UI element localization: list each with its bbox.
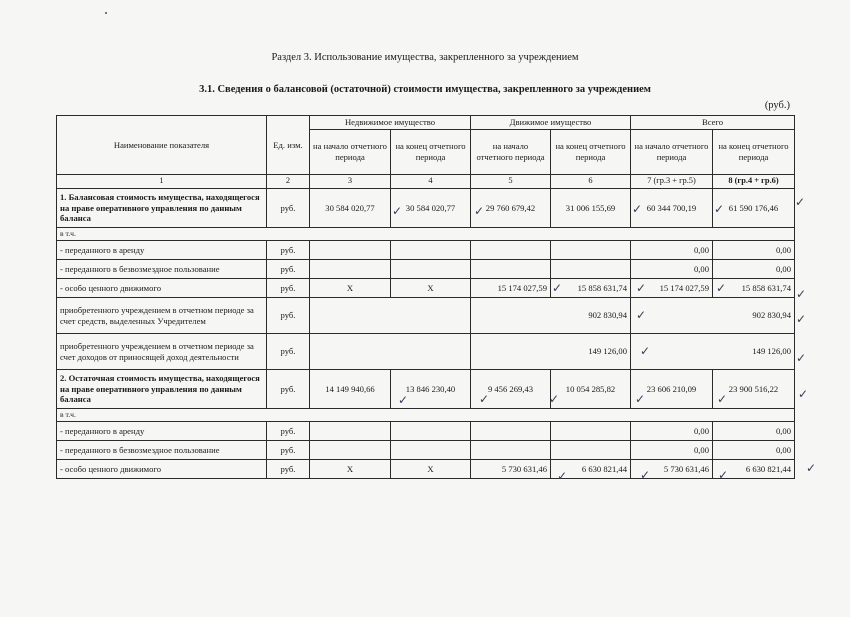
- row-name: - особо ценного движимого: [57, 279, 267, 298]
- cell-mv-start: 15 174 027,59: [471, 279, 551, 298]
- header-tot-start: на начало отчетного периода: [631, 130, 713, 175]
- header-row-groups: [57, 116, 795, 130]
- cell-re-start: [310, 422, 391, 441]
- cell-re-end: [391, 422, 471, 441]
- row-name: - переданного в аренду: [57, 422, 267, 441]
- cell-re-start: [310, 241, 391, 260]
- cell-tot-end: 0,00: [713, 422, 795, 441]
- check-mark-icon: ✓: [798, 387, 809, 401]
- check-mark-icon: ✓: [796, 312, 807, 326]
- header-total: Всего: [631, 116, 795, 130]
- cell-re-start: X: [310, 279, 391, 298]
- column-number: 5: [471, 175, 551, 189]
- cell-mv-end: [551, 260, 631, 279]
- row-unit: руб.: [267, 370, 310, 409]
- cell-tot-end: 0,00: [713, 441, 795, 460]
- row-unit: руб.: [267, 260, 310, 279]
- scan-speck: [105, 12, 107, 14]
- row-name: приобретенного учреждением в отчетном периоде за счет доходов от приносящей доход деятельности: [57, 334, 267, 370]
- cell-mv-end: [551, 241, 631, 260]
- column-number: 4: [391, 175, 471, 189]
- row-unit: руб.: [267, 334, 310, 370]
- check-mark-icon: ✓: [549, 392, 560, 406]
- check-mark-icon: ✓: [474, 204, 485, 218]
- cell-re-start: 30 584 020,77: [310, 189, 391, 228]
- cell-tot-end: 15 858 631,74: [713, 279, 795, 298]
- cell-tot-start: 23 606 210,09: [631, 370, 713, 409]
- cell-mv-start: 5 730 631,46: [471, 460, 551, 479]
- column-number: 3: [310, 175, 391, 189]
- cell-mv-end: 10 054 285,82: [551, 370, 631, 409]
- table-row: [57, 422, 795, 441]
- check-mark-icon: ✓: [635, 392, 646, 406]
- cell-mv-start: [471, 260, 551, 279]
- row-name: - переданного в безвозмездное пользование: [57, 441, 267, 460]
- header-mv-start: на начало отчетного периода: [471, 130, 551, 175]
- cell-re-start: [310, 441, 391, 460]
- header-re-start: на начало отчетного периода: [310, 130, 391, 175]
- row-unit: руб.: [267, 279, 310, 298]
- cell-tot-end: 23 900 516,22: [713, 370, 795, 409]
- cell-re-end: [391, 441, 471, 460]
- header-indicator: Наименование показателя: [57, 116, 267, 175]
- header-real-estate: Недвижимое имущество: [310, 116, 471, 130]
- check-mark-icon: ✓: [640, 344, 651, 358]
- check-mark-icon: ✓: [806, 461, 817, 475]
- cell-mv-start: [471, 422, 551, 441]
- check-mark-icon: ✓: [796, 351, 807, 365]
- column-number: 8 (гр.4 + гр.6): [713, 175, 795, 189]
- cell-re-end: 30 584 020,77: [391, 189, 471, 228]
- table-row: [57, 409, 795, 422]
- cell-tot-start: 0,00: [631, 422, 713, 441]
- property-value-table: [56, 115, 795, 482]
- cell-mv-start: [471, 241, 551, 260]
- check-mark-icon: ✓: [795, 195, 806, 209]
- row-name: 2. Остаточная стоимость имущества, находящегося на праве оперативного управления по данным баланса: [57, 370, 267, 409]
- cell-tot-end: 6 630 821,44: [713, 460, 795, 479]
- cell-re-end: X: [391, 460, 471, 479]
- check-mark-icon: ✓: [398, 393, 409, 407]
- check-mark-icon: ✓: [552, 281, 563, 295]
- cell-tot-start: 5 730 631,46: [631, 460, 713, 479]
- column-number: 2: [267, 175, 310, 189]
- table-row: [57, 241, 795, 260]
- check-mark-icon: ✓: [796, 287, 807, 301]
- table-row: [57, 441, 795, 460]
- row-name: в т.ч.: [57, 228, 795, 241]
- check-mark-icon: ✓: [636, 281, 647, 295]
- header-mv-end: на конец отчетного периода: [551, 130, 631, 175]
- header-tot-end: на конец отчетного периода: [713, 130, 795, 175]
- row-name: - переданного в аренду: [57, 241, 267, 260]
- column-number: 7 (гр.3 + гр.5): [631, 175, 713, 189]
- header-movable: Движимое имущество: [471, 116, 631, 130]
- row-unit: руб.: [267, 422, 310, 441]
- row-name: - особо ценного движимого: [57, 460, 267, 479]
- table-row: [57, 370, 795, 409]
- row-name: приобретенного учреждением в отчетном периоде за счет средств, выделенных Учредителем: [57, 298, 267, 334]
- check-mark-icon: ✓: [557, 469, 568, 483]
- cell-mv-end: [551, 441, 631, 460]
- cell-mv-end: [551, 422, 631, 441]
- cell-tot-end: 61 590 176,46: [713, 189, 795, 228]
- cell-tot-start: 60 344 700,19: [631, 189, 713, 228]
- row-unit: руб.: [267, 189, 310, 228]
- cell-mv-start: 9 456 269,43: [471, 370, 551, 409]
- column-number: 1: [57, 175, 267, 189]
- cell-re-end: X: [391, 279, 471, 298]
- cell-tot-end: 0,00: [713, 241, 795, 260]
- header-unit: Ед. изм.: [267, 116, 310, 175]
- cell-re-start: [310, 260, 391, 279]
- check-mark-icon: ✓: [714, 202, 725, 216]
- units-label: (руб.): [764, 100, 790, 111]
- table-row: [57, 334, 795, 370]
- row-name: - переданного в безвозмездное пользование: [57, 260, 267, 279]
- table-row: [57, 260, 795, 279]
- cell-tot-merged: 902 830,94: [631, 298, 795, 334]
- cell-re-end: [391, 241, 471, 260]
- table-row: [57, 228, 795, 241]
- row-name: 1. Балансовая стоимость имущества, находящегося на праве оперативного управления по данным баланса: [57, 189, 267, 228]
- row-unit: руб.: [267, 441, 310, 460]
- cell-tot-start: 0,00: [631, 260, 713, 279]
- table-row: [57, 189, 795, 228]
- row-unit: руб.: [267, 460, 310, 479]
- table-row: [57, 279, 795, 298]
- cell-mv-merged: 149 126,00: [471, 334, 631, 370]
- cell-mv-merged: 902 830,94: [471, 298, 631, 334]
- check-mark-icon: ✓: [636, 308, 647, 322]
- cell-re-start: 14 149 940,66: [310, 370, 391, 409]
- cell-tot-start: 0,00: [631, 241, 713, 260]
- row-unit: руб.: [267, 241, 310, 260]
- cell-tot-start: 0,00: [631, 441, 713, 460]
- subsection-title: 3.1. Сведения о балансовой (остаточной) стоимости имущества, закрепленного за учреждением: [199, 84, 651, 95]
- cell-re-end: 13 846 230,40: [391, 370, 471, 409]
- cell-re-merged: [310, 298, 471, 334]
- cell-mv-end: 31 006 155,69: [551, 189, 631, 228]
- cell-tot-start: 15 174 027,59: [631, 279, 713, 298]
- check-mark-icon: ✓: [640, 468, 651, 482]
- table-row: [57, 460, 795, 479]
- row-name: в т.ч.: [57, 409, 795, 422]
- table-row: [57, 298, 795, 334]
- cell-mv-start: [471, 441, 551, 460]
- cell-tot-end: 0,00: [713, 260, 795, 279]
- cell-mv-end: 6 630 821,44: [551, 460, 631, 479]
- cell-mv-start: 29 760 679,42: [471, 189, 551, 228]
- cell-tot-merged: 149 126,00: [631, 334, 795, 370]
- check-mark-icon: ✓: [716, 281, 727, 295]
- check-mark-icon: ✓: [479, 392, 490, 406]
- column-number: 6: [551, 175, 631, 189]
- cell-re-start: X: [310, 460, 391, 479]
- check-mark-icon: ✓: [718, 468, 729, 482]
- header-re-end: на конец отчетного периода: [391, 130, 471, 175]
- cell-re-end: [391, 260, 471, 279]
- cell-re-merged: [310, 334, 471, 370]
- cell-mv-end: 15 858 631,74: [551, 279, 631, 298]
- check-mark-icon: ✓: [392, 204, 403, 218]
- section-title: Раздел 3. Использование имущества, закрепленного за учреждением: [271, 52, 579, 63]
- check-mark-icon: ✓: [632, 202, 643, 216]
- check-mark-icon: ✓: [717, 392, 728, 406]
- column-number-row: [57, 175, 795, 189]
- row-unit: руб.: [267, 298, 310, 334]
